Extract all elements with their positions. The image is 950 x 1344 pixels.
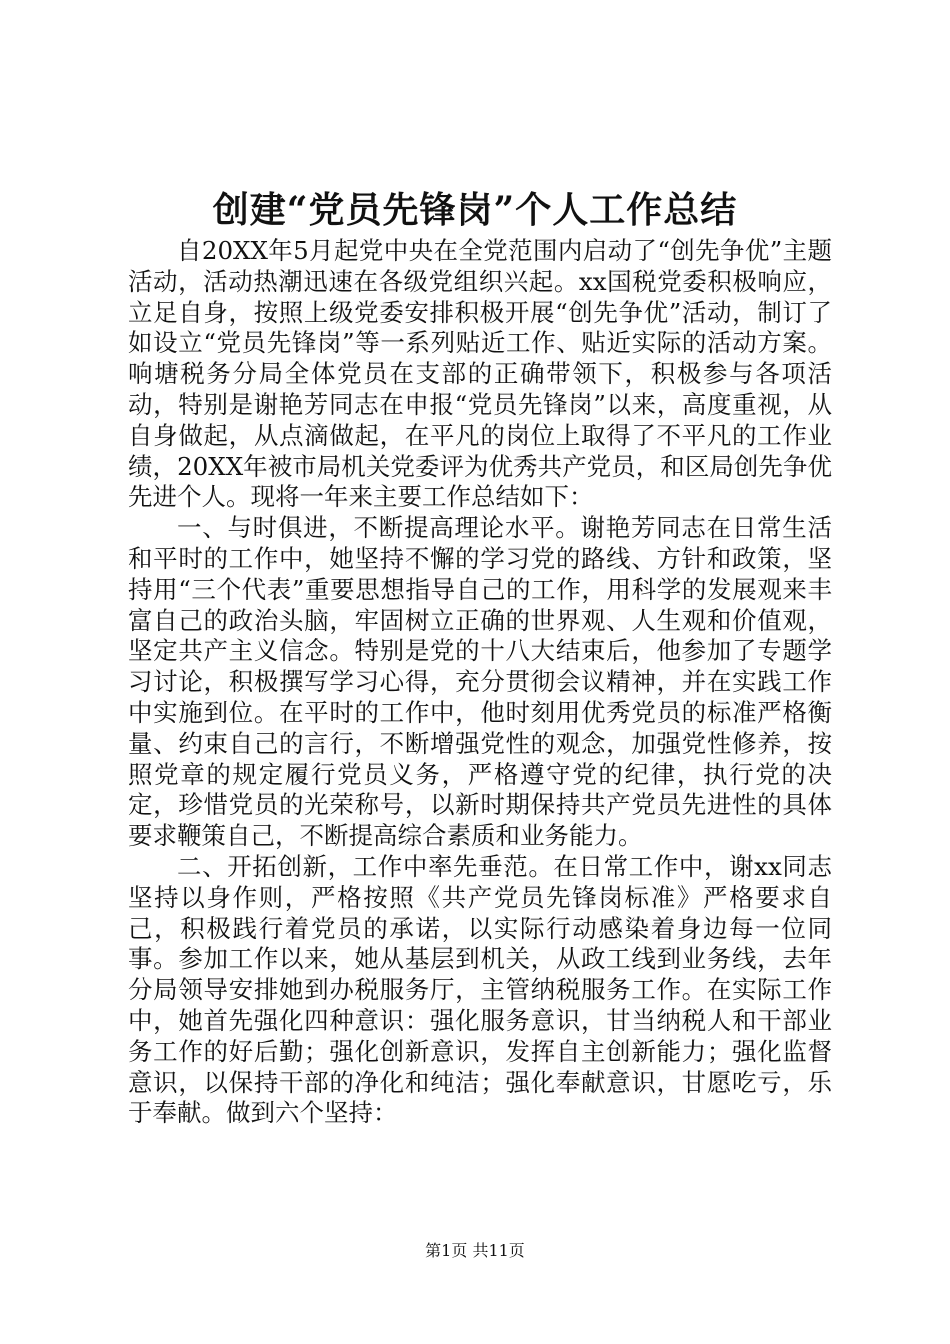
document-title: 创建“党员先锋岗”个人工作总结 — [212, 189, 738, 231]
page-footer: 第1页 共11页 — [425, 1241, 525, 1260]
document-body — [128, 236, 832, 1129]
paragraph-intro: 自20XX年5月起党中央在全党范围内启动了“创先争优”主题活动，活动热潮迅速在各级党组织兴起。xx国税党委积极响应，立足自身，按照上级党委安排积极开展“创先争优”活动，制订了如设立“党员先锋岗”等一系列贴近工作、贴近实际的活动方案。响塘税务分局全体党员在支部的正确带领下，积极参与各项活动，特别是谢艳芳同志在申报“党员先锋岗”以来，高度重视，从自身做起，从点滴做起，在平凡的岗位上取得了不平凡的工作业绩，20XX年被市局机关党委评为优秀共产党员，和区局创先争优先进个人。现将一年来主要工作总结如下： — [128, 236, 832, 512]
paragraph-section-two: 二、开拓创新，工作中率先垂范。在日常工作中，谢xx同志坚持以身作则，严格按照《共产党员先锋岗标准》严格要求自己，积极践行着党员的承诺，以实际行动感染着身边每一位同事。参加工作以来，她从基层到机关，从政工线到业务线，去年分局领导安排她到办税服务厅，主管纳税服务工作。在实际工作中，她首先强化四种意识：强化服务意识，甘当纳税人和干部业务工作的好后勤；强化创新意识，发挥自主创新能力；强化监督意识，以保持干部的净化和纯洁；强化奉献意识，甘愿吃亏，乐于奉献。做到六个坚持： — [128, 851, 832, 1128]
paragraph-section-one: 一、与时俱进，不断提高理论水平。谢艳芳同志在日常生活和平时的工作中，她坚持不懈的学习党的路线、方针和政策，坚持用“三个代表”重要思想指导自己的工作，用科学的发展观来丰富自己的政治头脑，牢固树立正确的世界观、人生观和价值观，坚定共产主义信念。特别是党的十八大结束后，他参加了专题学习讨论，积极撰写学习心得，充分贯彻会议精神，并在实践工作中实施到位。在平时的工作中，他时刻用优秀党员的标准严格衡量、约束自己的言行，不断增强党性的观念，加强党性修养，按照党章的规定履行党员义务，严格遵守党的纪律，执行党的决定，珍惜党员的光荣称号，以新时期保持共产党员先进性的具体要求鞭策自己，不断提高综合素质和业务能力。 — [128, 513, 832, 851]
